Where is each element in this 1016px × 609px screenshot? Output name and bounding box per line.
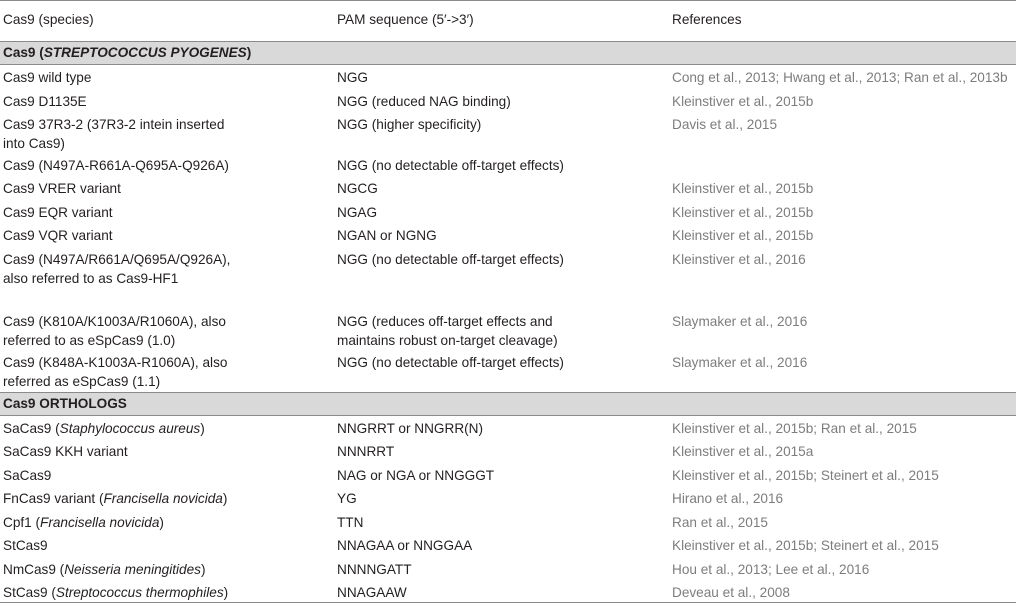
table-row [0,439,1016,463]
table-row [0,486,1016,510]
section-label: Cas9 (STREPTOCOCCUS PYOGENES) [3,45,252,60]
cell-reference: Slaymaker et al., 2016 [672,314,808,329]
cell-pam: NNAGAA or NNGGAA [337,538,473,553]
table-row [0,65,1016,89]
cell-pam: NGAN or NGNG [337,228,437,243]
cell-species: Cpf1 (Francisella novicida) [3,515,164,530]
table-row [0,200,1016,223]
table-row [0,247,1016,309]
cell-species: FnCas9 variant (Francisella novicida) [3,491,228,506]
table-row [0,309,1016,350]
cell-species: NmCas9 (Neisseria meningitides) [3,562,206,577]
cell-species: Cas9 (N497A/R661A/Q695A/Q926A), also referred to as Cas9-HF1 [3,252,231,286]
cell-species: Cas9 VQR variant [3,228,113,243]
cell-species: Cas9 VRER variant [3,181,121,196]
cell-species: StCas9 [3,538,48,553]
header-references: References [672,12,742,27]
cell-reference: Kleinstiver et al., 2015b; Ran et al., 2015 [672,421,917,436]
cell-reference: Ran et al., 2015 [672,515,768,530]
cell-pam: TTN [337,515,364,530]
cell-pam: NGG (no detectable off-target effects) [337,158,564,173]
cell-reference: Davis et al., 2015 [672,117,778,132]
cell-reference: Kleinstiver et al., 2015b [672,181,814,196]
cell-species: Cas9 EQR variant [3,205,113,220]
cell-pam: NNNNGATT [337,562,412,577]
cell-reference: Hirano et al., 2016 [672,491,784,506]
cell-pam: NGAG [337,205,378,220]
cell-reference: Deveau et al., 2008 [672,585,790,600]
table-row [0,580,1016,603]
cell-species: Cas9 (N497A-R661A-Q695A-Q926A) [3,158,229,173]
cell-pam: NNAGAAW [337,585,407,600]
table-row [0,416,1016,439]
table-row [0,112,1016,153]
cell-pam: NNGRRT or NNGRR(N) [337,421,484,436]
cell-reference: Kleinstiver et al., 2015b [672,205,814,220]
cell-pam: NNNRRT [337,444,395,459]
cell-pam: NGG (no detectable off-target effects) [337,252,564,267]
table-row [0,89,1016,112]
cell-pam: NGG (no detectable off-target effects) [337,355,564,370]
header-pam: PAM sequence (5′->3′) [337,12,474,27]
cell-species: Cas9 (K848A-K1003A-R1060A), also referred as eSpCas9 (1.1) [3,355,228,389]
table-row [0,463,1016,486]
table-row [0,533,1016,557]
table-row [0,510,1016,533]
header-species: Cas9 (species) [3,12,94,27]
section-label: Cas9 ORTHOLOGS [3,396,127,411]
cell-species: Cas9 wild type [3,70,92,85]
cell-species: Cas9 (K810A/K1003A/R1060A), also referred to as eSpCas9 (1.0) [3,314,226,348]
section-pyogenes [0,42,1016,65]
cell-species: Cas9 D1135E [3,94,87,109]
cell-pam: NGCG [337,181,378,196]
cell-reference: Kleinstiver et al., 2015b [672,228,814,243]
cell-species: StCas9 (Streptococcus thermophiles) [3,585,229,600]
table-row [0,557,1016,580]
table-row [0,176,1016,200]
section-orthologs [0,392,1016,416]
cell-species: Cas9 37R3-2 (37R3-2 intein inserted into Cas9) [3,117,225,151]
cell-pam: NGG [337,70,368,85]
table-row [0,350,1016,392]
cell-reference: Kleinstiver et al., 2015b [672,94,814,109]
table-header [0,0,1016,42]
table-row [0,153,1016,176]
cell-reference: Kleinstiver et al., 2016 [672,252,806,267]
cell-pam: NGG (reduced NAG binding) [337,94,511,109]
cell-species: SaCas9 (Staphylococcus aureus) [3,421,205,436]
cell-reference: Hou et al., 2013; Lee et al., 2016 [672,562,870,577]
cell-pam: NGG (higher specificity) [337,117,482,132]
cell-pam: NGG (reduces off-target effects and maintains robust on-target cleavage) [337,314,558,348]
cell-pam: NAG or NGA or NNGGGT [337,468,495,483]
cell-species: SaCas9 KKH variant [3,444,128,459]
cell-reference: Kleinstiver et al., 2015a [672,444,814,459]
cell-reference: Kleinstiver et al., 2015b; Steinert et al., 2015 [672,468,939,483]
cell-species: SaCas9 [3,468,52,483]
table-row [0,223,1016,247]
cell-reference: Cong et al., 2013; Hwang et al., 2013; Ran et al., 2013b [672,70,1008,85]
cell-pam: YG [337,491,357,506]
cell-reference: Kleinstiver et al., 2015b; Steinert et al., 2015 [672,538,939,553]
cell-reference: Slaymaker et al., 2016 [672,355,808,370]
